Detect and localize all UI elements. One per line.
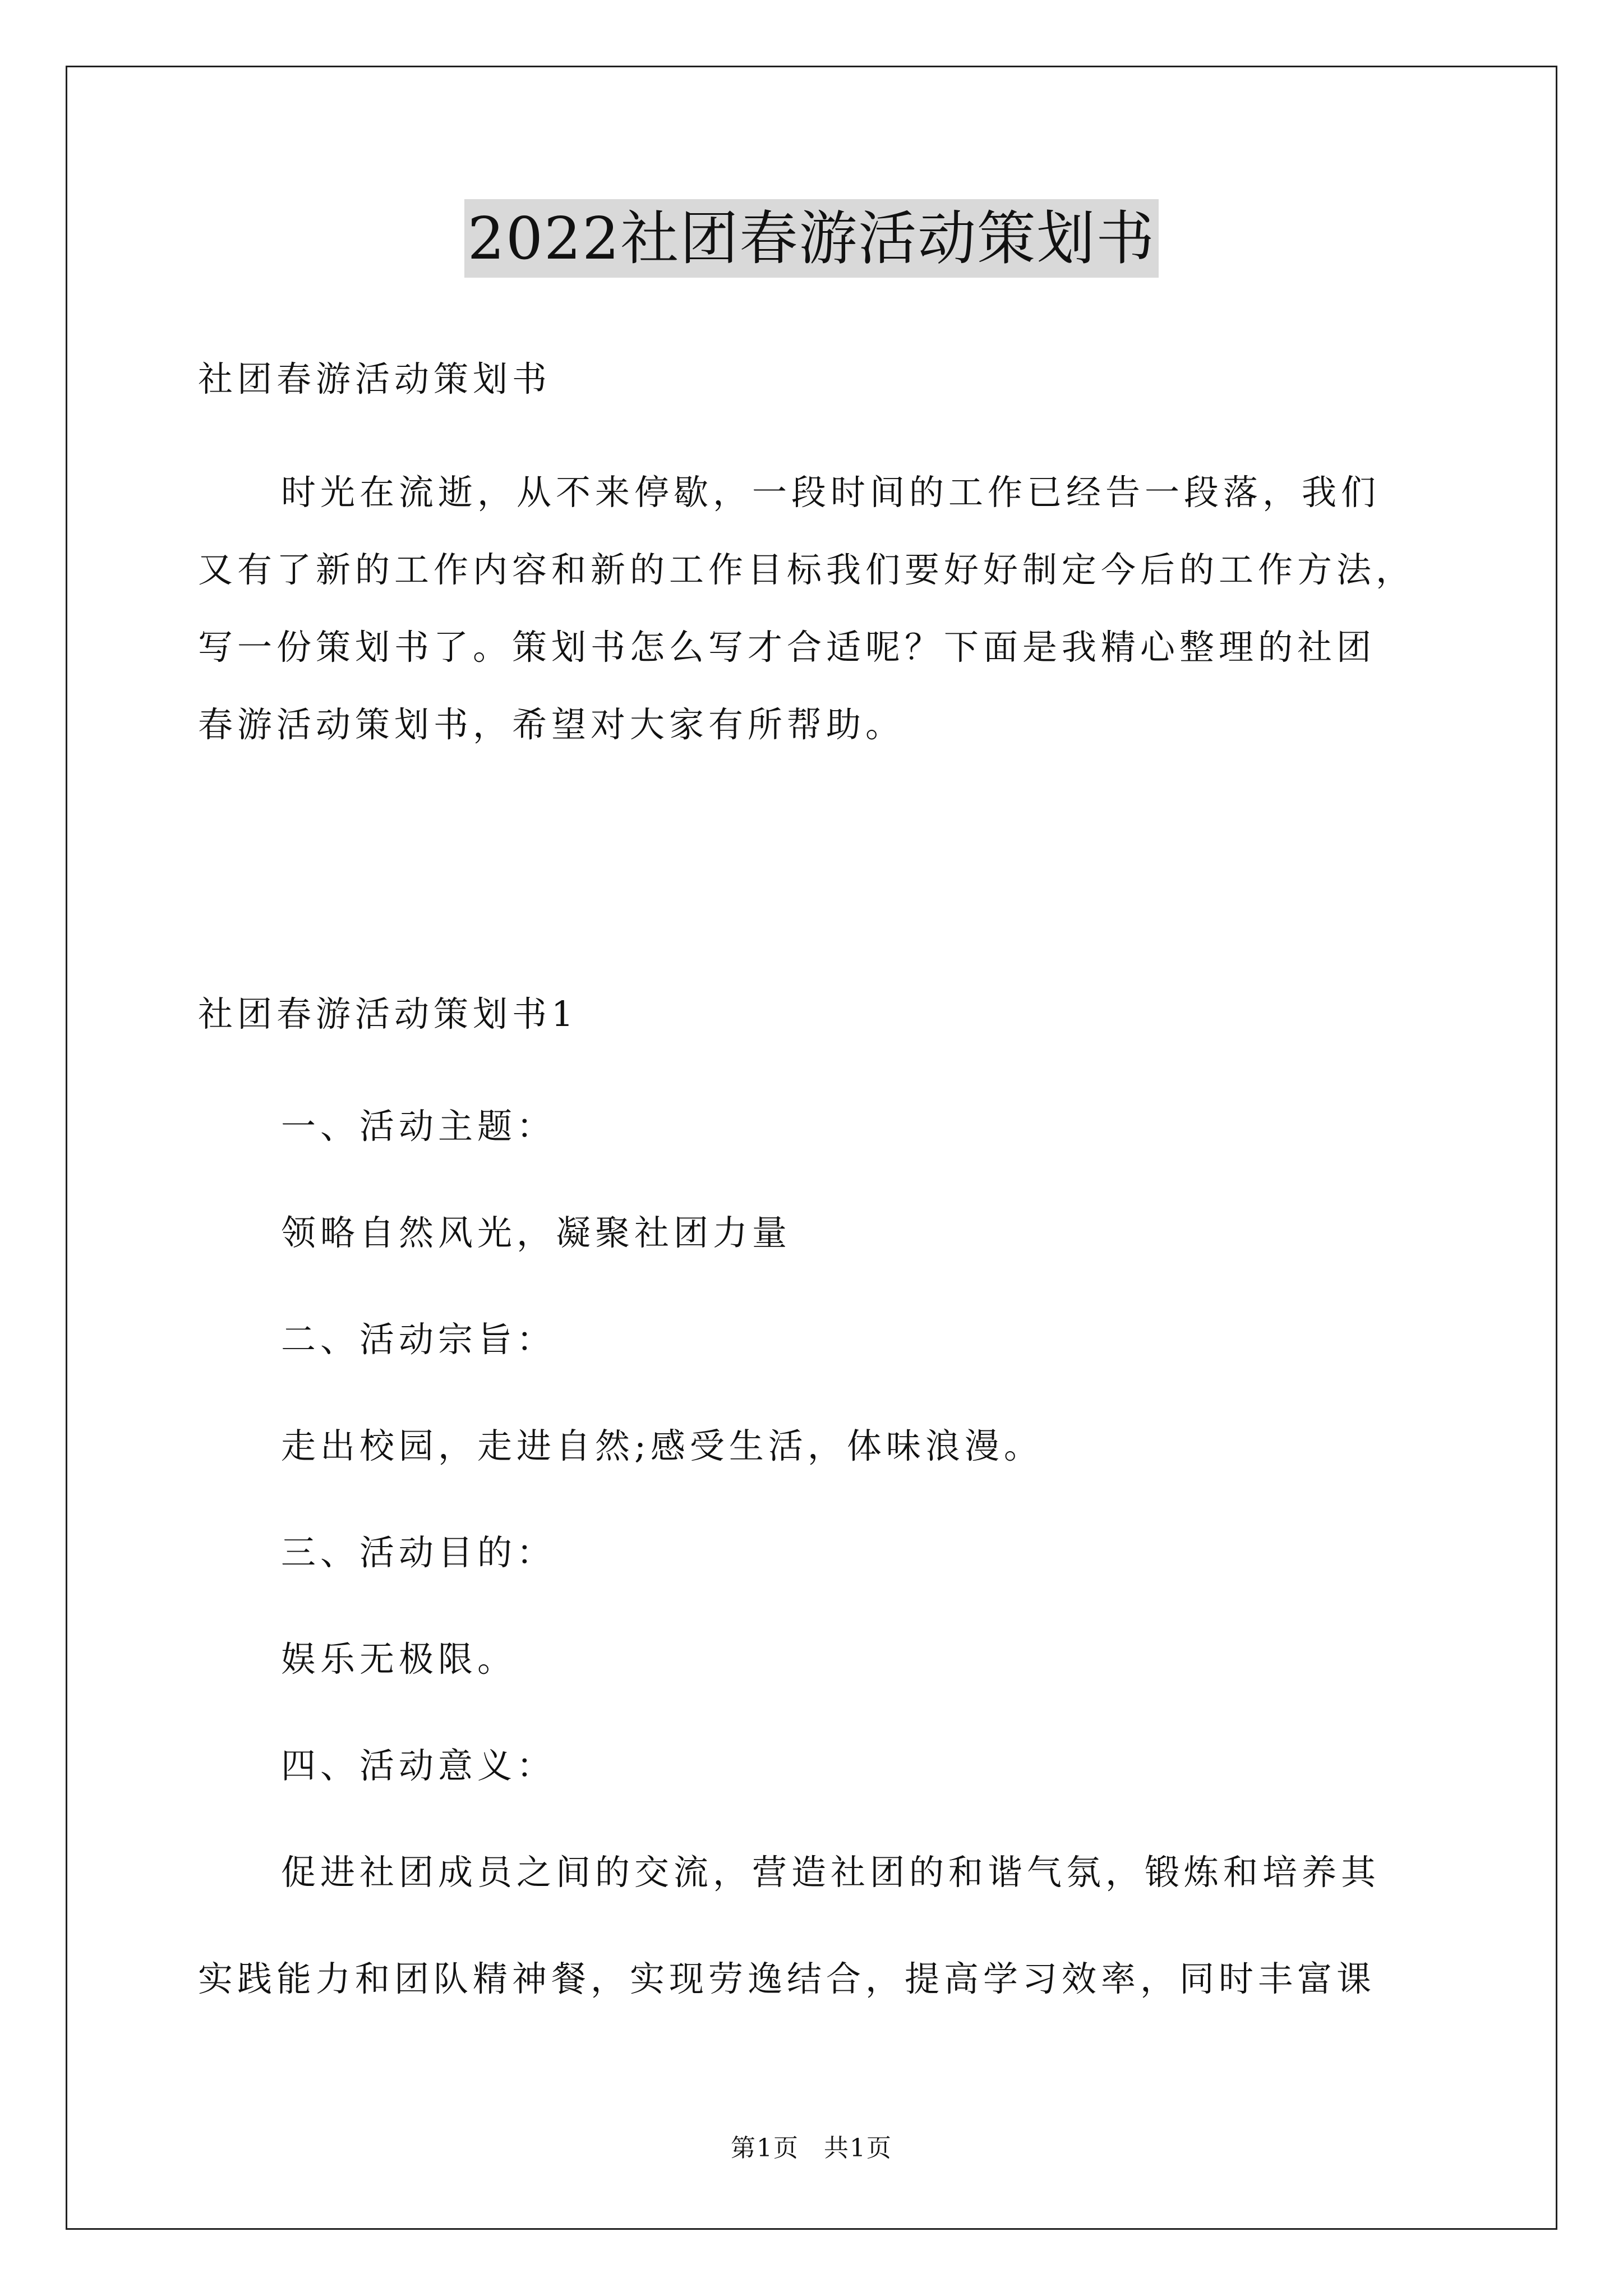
item-text-theme: 领略自然风光，凝聚社团力量 [281, 1212, 792, 1253]
page-number-current: 第1页 [731, 2134, 799, 2162]
item-text-goal: 娱乐无极限。 [281, 1639, 517, 1680]
subtitle-line: 社团春游活动策划书 [198, 358, 552, 399]
item-heading-theme: 一、活动主题： [281, 1106, 556, 1147]
document-title: 2022社团春游活动策划书 [464, 199, 1159, 278]
item-text-purpose: 走出校园，走进自然;感受生活，体味浪漫。 [281, 1425, 1043, 1466]
item-text-meaning-2: 实践能力和团队精神餐，实现劳逸结合，提高学习效率，同时丰富课 [198, 1958, 1376, 1999]
intro-line-4: 春游活动策划书，希望对大家有所帮助。 [198, 704, 905, 745]
item-text-meaning-1: 促进社团成员之间的交流，营造社团的和谐气氛，锻炼和培养其 [281, 1852, 1381, 1893]
intro-line-1: 时光在流逝，从不来停歇，一段时间的工作已经告一段落，我们 [281, 472, 1381, 513]
item-heading-meaning: 四、活动意义： [281, 1745, 556, 1786]
intro-line-2: 又有了新的工作内容和新的工作目标我们要好好制定今后的工作方法， [198, 549, 1415, 590]
page-number-total: 共1页 [824, 2134, 892, 2162]
section-heading-1: 社团春游活动策划书1 [198, 993, 578, 1034]
item-heading-goal: 三、活动目的： [281, 1532, 556, 1573]
item-heading-purpose: 二、活动宗旨： [281, 1319, 556, 1360]
title-wrap [0, 199, 1623, 278]
intro-line-3: 写一份策划书了。策划书怎么写才合适呢？下面是我精心整理的社团 [198, 627, 1376, 668]
page-footer [0, 2132, 1623, 2165]
